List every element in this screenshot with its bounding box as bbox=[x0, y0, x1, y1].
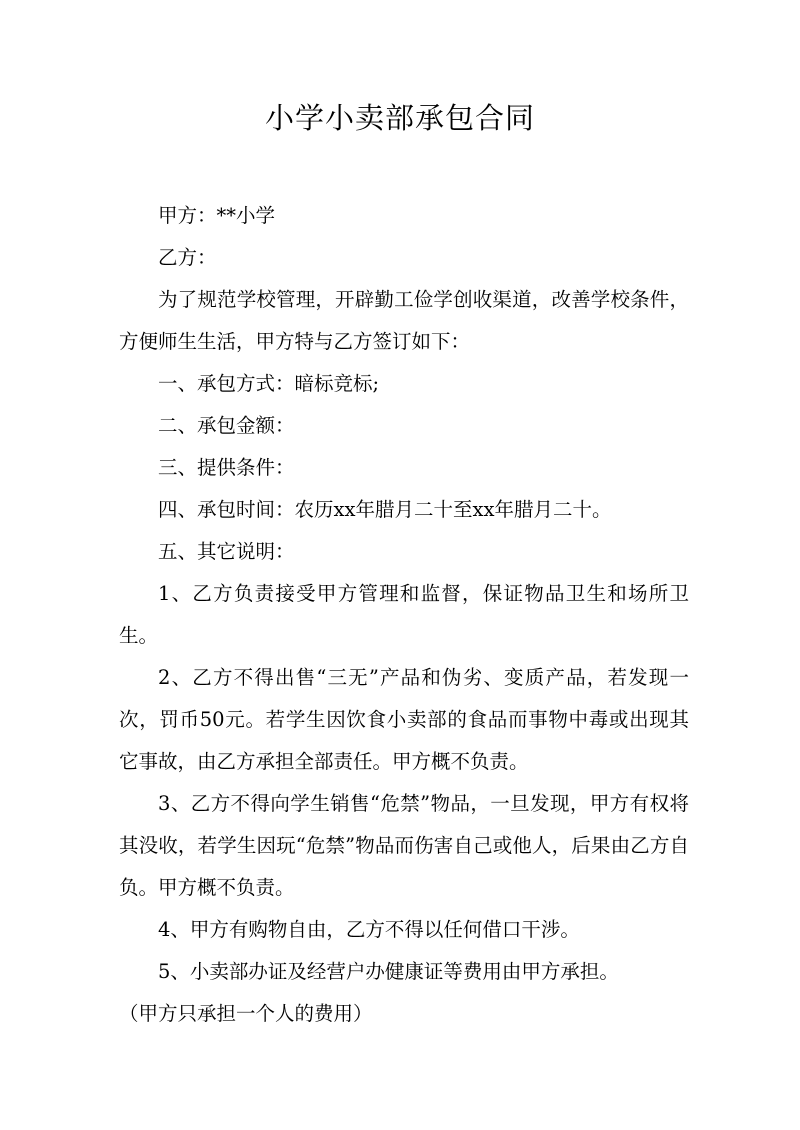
note-item-1: 1、乙方负责接受甲方管理和监督，保证物品卫生和场所卫生。 bbox=[119, 582, 689, 647]
clause-provided-conditions: 三、提供条件： bbox=[158, 456, 295, 479]
clause-contract-method: 一、承包方式：暗标竞标; bbox=[158, 372, 380, 395]
note-item-4: 4、甲方有购物自由，乙方不得以任何借口干涉。 bbox=[158, 918, 580, 941]
note-item-2: 2、乙方不得出售“三无”产品和伪劣、变质产品，若发现一次，罚币50元。若学生因饮食小卖部的食品而事物中毒或出现其它事故，由乙方承担全部责任。甲方概不负责。 bbox=[119, 666, 689, 773]
note-item-5: 5、小卖部办证及经营户办健康证等费用由甲方承担。 bbox=[158, 960, 619, 983]
document-title: 小学小卖部承包合同 bbox=[264, 101, 535, 135]
clause-other-notes: 五、其它说明： bbox=[158, 540, 295, 563]
party-a-line: 甲方：**小学 bbox=[158, 204, 276, 227]
preamble-paragraph: 为了规范学校管理，开辟勤工俭学创收渠道，改善学校条件，方便师生生活，甲方特与乙方签订如下： bbox=[119, 288, 689, 353]
clause-contract-amount: 二、承包金额： bbox=[158, 414, 295, 437]
party-b-line: 乙方： bbox=[158, 246, 217, 269]
document-body bbox=[119, 195, 689, 1035]
note-item-5-continuation: （甲方只承担一个人的费用） bbox=[119, 1002, 373, 1025]
note-item-3: 3、乙方不得向学生销售“危禁”物品，一旦发现，甲方有权将其没收，若学生因玩“危禁”物品而伤害自己或他人，后果由乙方自负。甲方概不负责。 bbox=[119, 792, 689, 899]
clause-contract-period: 四、承包时间：农历xx年腊月二十至xx年腊月二十。 bbox=[158, 498, 612, 521]
